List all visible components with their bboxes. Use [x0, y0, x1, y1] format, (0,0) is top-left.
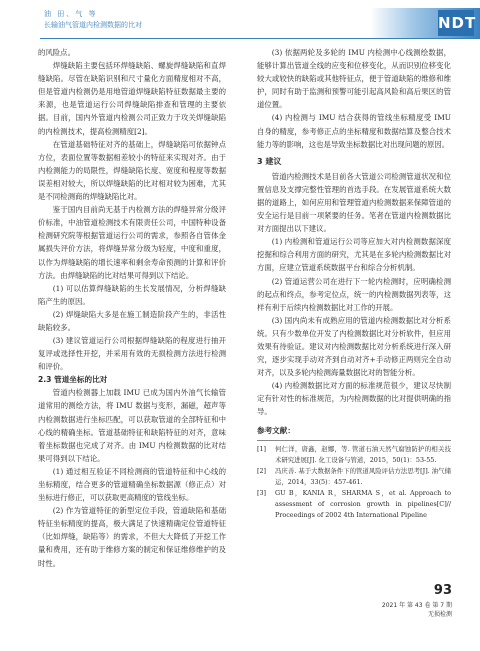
reference-number: [1] [257, 444, 267, 453]
list-item: (3) 建议管道运行公司根据焊缝缺陷的程度进行抽开复评或选择性开挖，并采用有效的无损检测方法进行检测和评价。 [38, 336, 226, 372]
header-rule [40, 38, 480, 39]
list-item: (3) 国内尚未有成熟应用的管道内检测数据比对分析系统。只有少数单位开发了内检测数据比对分析软件，但应用效果有待验证。建议对内检测数据比对分析系统进行深入研究，逐步实现手动对齐到自动对齐+手动修正两则完全自动对齐，以及多轮内检测海量数据比对的智能分析。 [257, 315, 451, 378]
list-item: (2) 管道运营公司在进行下一轮内检测时，应明确检测的起点和终点，参考定位点，统一的内检测数据列表等，这样有利于后续内检测数据比对工作的开展。 [257, 276, 451, 312]
reference-item [257, 444, 451, 466]
list-item: (4) 内检测数据比对方面的标准规范很少，建议尽快制定有针对性的标准规范，为内检测数据的比对提供明确的指导。 [257, 381, 451, 417]
list-item: (2) 作为管道特征的新型定位手段，管道缺陷和基础特征坐标精度的提高，极大满足了快速精确定位管道特征（比如焊缝，缺陷等）的需求，不但大大降低了开挖工作量和费用，还有助于维修方案的制定和保证维修维护的及时性。 [38, 506, 226, 568]
paragraph: 的风险点。 [38, 48, 75, 57]
page-number: 93 [433, 583, 452, 598]
section-heading: 3 建议 [257, 156, 282, 166]
paragraph: 鉴于国内目前尚无基于内检测方法的焊缝异常分级评价标准，中油管道检测技术有限责任公司，中国特种设备检测研究院等根据管道运行公司的需求，参照各自管体金属损失评价方法，将焊缝异常分级为轻度，中度和重度，以作为焊缝缺陷的增长速率和剩余寿命预测的计算和评价方法。由焊缝缺陷的比对结果可得到以下结论。 [38, 205, 226, 280]
header-article-title: 长输油气管道内检测数据的比对 [44, 21, 142, 29]
references-heading: 参考文献： [257, 425, 295, 435]
list-item: (1) 可以估算焊缝缺陷的生长发展情况，分析焊缝缺陷产生的原因。 [38, 283, 226, 306]
references-list [257, 444, 451, 521]
paragraph: 管道内检测器上加载 IMU 已成为国内外油气长输管道常用的测绘方法，将 IMU 数据与变形，漏磁，超声等内检测数据进行坐标匹配，可以获取管道的全部特征和中心线的精确坐标。管道基础特征和缺陷特征的对齐，意味着坐标数据也完成了对齐。由 IMU 内检测数据的比对结果可得到以下结论。 [38, 388, 226, 463]
reference-text: 冯庆善. 基于大数据条件下的管道风险评估方法思考[J]. 油气储运，2014，33(5)：457-461. [275, 466, 451, 486]
ndt-logo: NDT [438, 10, 474, 36]
page-header [0, 0, 480, 44]
reference-item [257, 466, 451, 488]
paragraph: 管道内检测技术是目前各大管道公司检测管道状况和位置信息及支撑完整性管理的首选手段。在发展管道系统大数据的道路上，如何应用和管理管道内检测数据来保障管道的安全运行是目前一项紧要的任务。笔者在管道内检测数据比对方面提出以下建议。 [257, 171, 451, 234]
page-footer [322, 583, 452, 618]
list-item: (2) 焊缝缺陷大多是在施工制造阶段产生的，非活性缺陷较多。 [38, 309, 226, 332]
list-item: (3) 依据两轮及多轮的 IMU 内检测中心线测绘数据，能够计算出管道全线的应变和位移变化，从而识别位移变化较大或较快的缺陷或其他特征点，便于管道缺陷的维修和维护，同时有助于监测和预警可能引起高风险和高后果区的管道位置。 [257, 48, 451, 110]
paragraph: 在管道基础特征对齐的基础上，焊缝缺陷可依据钟点方位，表面位置等数据相差较小的特征来实现对齐。由于内检测能力的局限性，焊缝缺陷长度、宽度和程度等数据误差相对较大，所以焊缝缺陷的比对相对较为困难，尤其是不同检测商的焊缝缺陷比对。 [38, 139, 226, 202]
journal-issue: 2021 年 第 43 卷 第 7 期 [381, 602, 452, 609]
reference-text: 何仁洋，唐鑫，赵娜，等. 管道石油天然气腐蚀防护的相关技术研究进展[J]. 化工设备与管道，2015，50(1)：53-55. [275, 444, 451, 464]
reference-text: GU B，KANIA R，SHARMA S，et al. Approach to assessment of corrosion growth in pipelines[C]// Proceedings of 2002 4th International Pipeline [275, 488, 451, 519]
reference-item [257, 488, 451, 521]
list-item: (1) 通过相互验证不同检测商的管道特征和中心线的坐标精度，结合更多的管道精确坐标数据源（修正点）对坐标进行修正，可以获取更高精度的管线坐标。 [38, 466, 226, 503]
reference-number: [3] [257, 488, 267, 497]
reference-number: [2] [257, 466, 267, 475]
right-column [257, 46, 451, 521]
left-column [38, 46, 226, 570]
references-rule [257, 440, 451, 441]
header-section-label: 油 田、气 等 [44, 10, 98, 18]
journal-name: 无损检测 [427, 611, 452, 618]
paragraph: 焊缝缺陷主要包括环焊缝缺陷、螺旋焊缝缺陷和直焊缝缺陷。尽管在缺陷识别和尺寸量化方面精度相对不高，但是管道内检测仍是用地管道焊缝缺陷特征数据最主要的来源，也是管道运行公司焊缝缺陷排查和管理的主要依据。目前，国内外管道内检测公司正致力于攻关焊缝缺陷的内检测技术，提高检测精度[2]。 [38, 61, 226, 136]
list-item: (4) 内检测与 IMU 结合获得的管线坐标精度受 IMU 自身的精度，参考修正点的坐标精度和数据结算及整合技术能力等的影响，这也是导致坐标数据比对出现问题的原因。 [257, 113, 451, 149]
list-item: (1) 内检测和管道运行公司等应加大对内检测数据深度挖掘和综合利用方面的研究，尤其是在多轮内检测数据比对方面，应建立管道系统数据平台和综合分析机制。 [257, 237, 451, 273]
section-heading: 2.3 管道坐标的比对 [38, 375, 108, 385]
